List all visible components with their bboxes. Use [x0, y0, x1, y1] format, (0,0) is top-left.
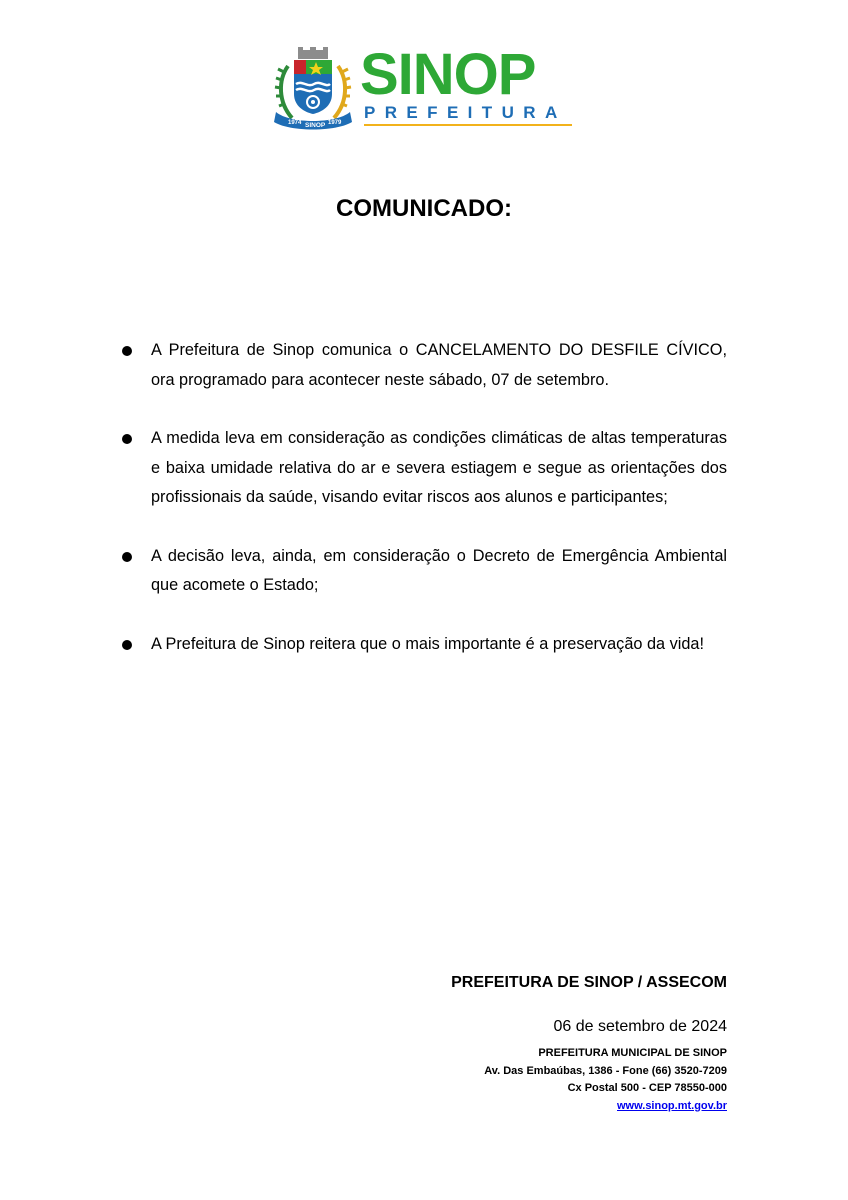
bullet-icon [122, 434, 132, 444]
list-item [120, 630, 727, 660]
brand-name: SINOP [360, 42, 536, 107]
sinop-coat-of-arms-icon [272, 46, 354, 130]
crest-name: SINOP [305, 122, 326, 129]
website-link[interactable]: www.sinop.mt.gov.br [617, 1099, 727, 1112]
list-item [120, 336, 727, 395]
crest-year-right: 1979 [328, 120, 342, 126]
crest-year-left: 1974 [288, 120, 302, 126]
prefeitura-logo [272, 42, 582, 130]
list-item [120, 542, 727, 601]
footer-postal: Cx Postal 500 - CEP 78550-000 [567, 1082, 727, 1094]
document-title: COMUNICADO: [336, 195, 512, 222]
brand-subtitle: PREFEITURA [364, 103, 567, 122]
brand-underline [364, 124, 572, 126]
list-item-text: A Prefeitura de Sinop reitera que o mais importante é a preservação da vida! [151, 634, 704, 653]
list-item-text: A Prefeitura de Sinop comunica o CANCELAMENTO DO DESFILE CÍVICO, ora programado para acontecer neste sábado, 07 de setembro. [151, 341, 727, 389]
bullet-icon [122, 552, 132, 562]
footer-org: PREFEITURA MUNICIPAL DE SINOP [538, 1047, 727, 1059]
announcement-list [120, 336, 727, 688]
date-line: 06 de setembro de 2024 [553, 1018, 727, 1035]
signature-line: PREFEITURA DE SINOP / ASSECOM [451, 974, 727, 991]
footer-contact [484, 1045, 727, 1115]
footer-address: Av. Das Embaúbas, 1386 - Fone (66) 3520-7209 [484, 1064, 727, 1077]
list-item [120, 424, 727, 513]
bullet-icon [122, 640, 132, 650]
list-item-text: A medida leva em consideração as condições climáticas de altas temperaturas e baixa umidade relativa do ar e severa estiagem e segue as orientações dos profissionais da saúde, visando evitar riscos aos alunos e participantes; [151, 429, 727, 506]
bullet-icon [122, 346, 132, 356]
list-item-text: A decisão leva, ainda, em consideração o Decreto de Emergência Ambiental que acomete o Estado; [151, 546, 727, 594]
